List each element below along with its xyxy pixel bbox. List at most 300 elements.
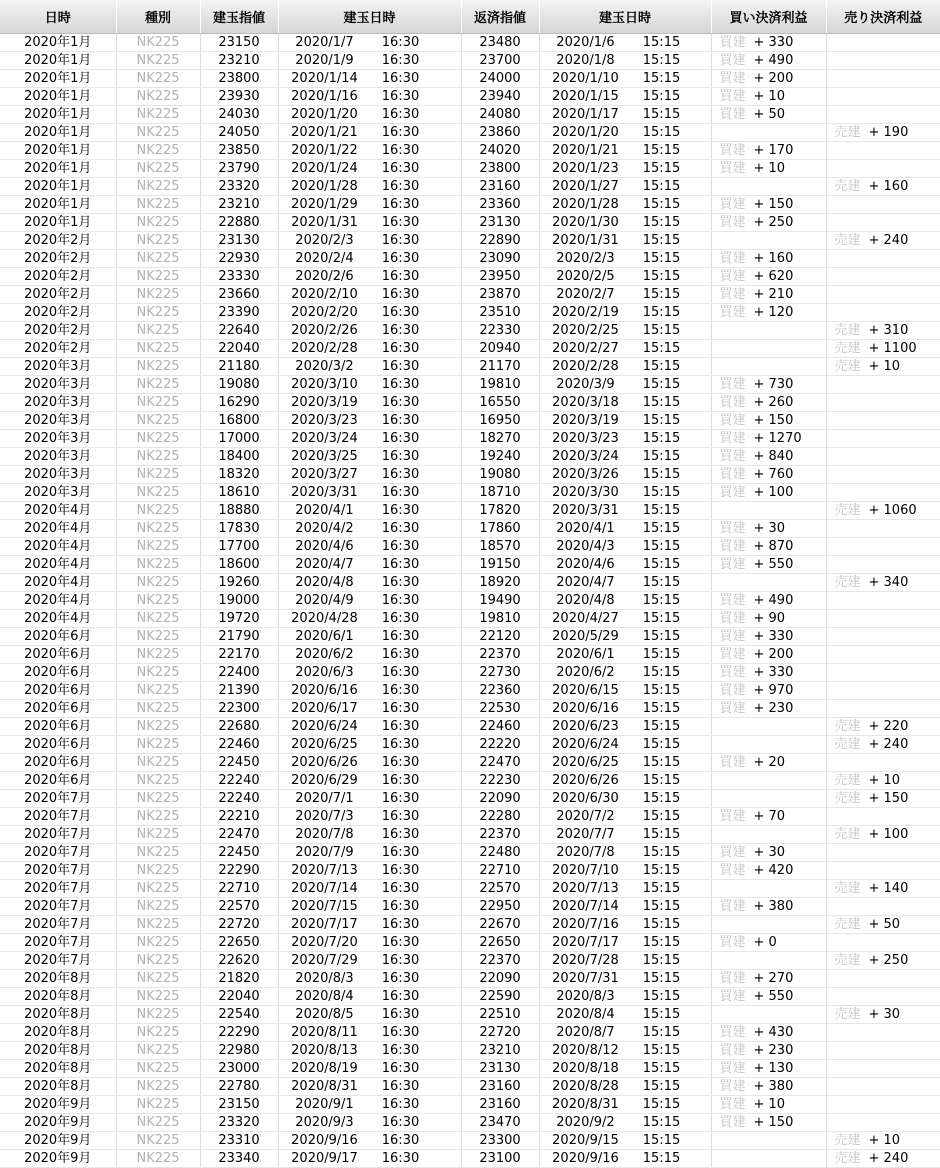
entry-price-cell: 22720 [200, 916, 278, 934]
month-cell: 2020年6月 [0, 700, 116, 718]
type-cell: NK225 [116, 826, 200, 844]
entry-datetime-cell [278, 250, 461, 268]
table-row [0, 160, 940, 178]
entry-date: 2020/3/23 [291, 413, 358, 428]
sell-profit-cell [826, 754, 940, 772]
type-cell: NK225 [116, 484, 200, 502]
month-cell: 2020年6月 [0, 664, 116, 682]
entry-time: 16:30 [381, 71, 420, 86]
exit-date: 2020/6/2 [556, 665, 615, 680]
entry-datetime-cell [278, 106, 461, 124]
table-row [0, 628, 940, 646]
buy-profit-value: + 150 [753, 197, 794, 212]
type-cell: NK225 [116, 376, 200, 394]
exit-time: 15:15 [642, 737, 681, 752]
sell-tag: 売建 [834, 503, 861, 518]
exit-price-cell: 17860 [461, 520, 539, 538]
sell-profit-value: + 240 [868, 737, 909, 752]
entry-time: 16:30 [381, 197, 420, 212]
exit-datetime-cell [539, 808, 711, 826]
exit-datetime-cell [539, 772, 711, 790]
buy-profit-cell [711, 934, 826, 952]
exit-time: 15:15 [642, 233, 681, 248]
entry-date: 2020/7/3 [295, 809, 354, 824]
entry-datetime-cell [278, 898, 461, 916]
entry-date: 2020/7/15 [291, 899, 358, 914]
exit-datetime-cell [539, 484, 711, 502]
month-cell: 2020年3月 [0, 376, 116, 394]
exit-date: 2020/2/7 [556, 287, 615, 302]
sell-profit-value: + 150 [868, 791, 909, 806]
sell-profit-cell [826, 574, 940, 592]
buy-profit-cell [711, 1096, 826, 1114]
entry-datetime-cell [278, 88, 461, 106]
entry-datetime-cell [278, 916, 461, 934]
month-cell: 2020年1月 [0, 196, 116, 214]
table-row [0, 1060, 940, 1078]
buy-tag: 買建 [719, 197, 746, 212]
exit-price-cell: 23210 [461, 1042, 539, 1060]
exit-date: 2020/1/28 [552, 197, 619, 212]
buy-profit-value: + 380 [753, 899, 794, 914]
buy-profit-cell [711, 916, 826, 934]
entry-time: 16:30 [381, 305, 420, 320]
sell-profit-cell [826, 70, 940, 88]
table-row [0, 268, 940, 286]
type-cell: NK225 [116, 214, 200, 232]
exit-datetime-cell [539, 1114, 711, 1132]
buy-profit-cell [711, 610, 826, 628]
entry-date: 2020/7/1 [295, 791, 354, 806]
exit-price-cell: 22720 [461, 1024, 539, 1042]
exit-date: 2020/2/5 [556, 269, 615, 284]
entry-datetime-cell [278, 196, 461, 214]
month-cell: 2020年7月 [0, 880, 116, 898]
month-cell: 2020年6月 [0, 754, 116, 772]
sell-profit-value: + 340 [868, 575, 909, 590]
month-cell: 2020年1月 [0, 106, 116, 124]
sell-profit-value: + 1060 [868, 503, 917, 518]
sell-profit-cell [826, 124, 940, 142]
month-cell: 2020年8月 [0, 1078, 116, 1096]
entry-time: 16:30 [381, 251, 420, 266]
sell-profit-value: + 160 [868, 179, 909, 194]
entry-date: 2020/7/14 [291, 881, 358, 896]
buy-profit-cell [711, 628, 826, 646]
entry-price-cell: 22210 [200, 808, 278, 826]
month-cell: 2020年6月 [0, 682, 116, 700]
entry-price-cell: 22470 [200, 826, 278, 844]
sell-profit-cell [826, 970, 940, 988]
entry-time: 16:30 [381, 143, 420, 158]
entry-datetime-cell [278, 628, 461, 646]
sell-profit-cell [826, 502, 940, 520]
sell-profit-cell [826, 718, 940, 736]
entry-date: 2020/2/6 [295, 269, 354, 284]
entry-datetime-cell [278, 1150, 461, 1168]
sell-profit-cell [826, 1132, 940, 1150]
sell-profit-cell [826, 700, 940, 718]
table-row [0, 412, 940, 430]
buy-profit-cell [711, 160, 826, 178]
buy-profit-cell [711, 484, 826, 502]
table-row [0, 826, 940, 844]
exit-time: 15:15 [642, 701, 681, 716]
buy-profit-value: + 760 [753, 467, 794, 482]
buy-tag: 買建 [719, 449, 746, 464]
exit-date: 2020/1/30 [552, 215, 619, 230]
exit-date: 2020/1/10 [552, 71, 619, 86]
type-cell: NK225 [116, 466, 200, 484]
type-cell: NK225 [116, 268, 200, 286]
exit-datetime-cell [539, 826, 711, 844]
buy-tag: 買建 [719, 1079, 746, 1094]
exit-datetime-cell [539, 574, 711, 592]
exit-time: 15:15 [642, 269, 681, 284]
entry-date: 2020/6/17 [291, 701, 358, 716]
exit-time: 15:15 [642, 503, 681, 518]
buy-profit-value: + 130 [753, 1061, 794, 1076]
buy-profit-cell [711, 682, 826, 700]
entry-date: 2020/1/14 [291, 71, 358, 86]
exit-date: 2020/7/28 [552, 953, 619, 968]
month-cell: 2020年3月 [0, 466, 116, 484]
exit-datetime-cell [539, 250, 711, 268]
entry-time: 16:30 [381, 701, 420, 716]
buy-profit-value: + 10 [753, 161, 786, 176]
buy-tag: 買建 [719, 1061, 746, 1076]
exit-price-cell: 22230 [461, 772, 539, 790]
buy-profit-value: + 1270 [753, 431, 802, 446]
buy-tag: 買建 [719, 269, 746, 284]
entry-date: 2020/1/9 [295, 53, 354, 68]
sell-profit-cell [826, 34, 940, 52]
entry-time: 16:30 [381, 953, 420, 968]
type-cell: NK225 [116, 340, 200, 358]
sell-tag: 売建 [834, 1007, 861, 1022]
entry-datetime-cell [278, 844, 461, 862]
exit-time: 15:15 [642, 971, 681, 986]
entry-datetime-cell [278, 1132, 461, 1150]
sell-profit-cell [826, 358, 940, 376]
table-row [0, 844, 940, 862]
entry-price-cell: 17700 [200, 538, 278, 556]
buy-profit-cell [711, 664, 826, 682]
entry-time: 16:30 [381, 1025, 420, 1040]
table-row [0, 304, 940, 322]
entry-date: 2020/6/26 [291, 755, 358, 770]
type-cell: NK225 [116, 520, 200, 538]
entry-time: 16:30 [381, 845, 420, 860]
exit-date: 2020/9/16 [552, 1151, 619, 1166]
table-body [0, 34, 940, 1168]
entry-datetime-cell [278, 736, 461, 754]
exit-price-cell: 22470 [461, 754, 539, 772]
exit-date: 2020/3/24 [552, 449, 619, 464]
table-row [0, 682, 940, 700]
entry-date: 2020/7/9 [295, 845, 354, 860]
entry-date: 2020/6/29 [291, 773, 358, 788]
type-cell: NK225 [116, 988, 200, 1006]
exit-time: 15:15 [642, 773, 681, 788]
exit-date: 2020/7/31 [552, 971, 619, 986]
type-cell: NK225 [116, 628, 200, 646]
entry-price-cell: 17000 [200, 430, 278, 448]
buy-profit-cell [711, 880, 826, 898]
type-cell: NK225 [116, 952, 200, 970]
buy-profit-value: + 250 [753, 215, 794, 230]
buy-profit-cell [711, 142, 826, 160]
type-cell: NK225 [116, 700, 200, 718]
exit-price-cell: 23860 [461, 124, 539, 142]
sell-profit-cell [826, 610, 940, 628]
exit-time: 15:15 [642, 935, 681, 950]
exit-time: 15:15 [642, 431, 681, 446]
entry-price-cell: 23000 [200, 1060, 278, 1078]
buy-profit-value: + 330 [753, 35, 794, 50]
month-cell: 2020年7月 [0, 808, 116, 826]
buy-profit-cell [711, 196, 826, 214]
sell-profit-cell [826, 412, 940, 430]
buy-tag: 買建 [719, 1097, 746, 1112]
month-cell: 2020年4月 [0, 610, 116, 628]
type-cell: NK225 [116, 1132, 200, 1150]
exit-time: 15:15 [642, 107, 681, 122]
entry-date: 2020/6/2 [295, 647, 354, 662]
buy-profit-cell [711, 178, 826, 196]
exit-price-cell: 22330 [461, 322, 539, 340]
buy-profit-cell [711, 34, 826, 52]
table-row [0, 178, 940, 196]
table-row [0, 754, 940, 772]
entry-time: 16:30 [381, 485, 420, 500]
type-cell: NK225 [116, 196, 200, 214]
entry-datetime-cell [278, 808, 461, 826]
exit-price-cell: 23700 [461, 52, 539, 70]
table-row [0, 610, 940, 628]
entry-time: 16:30 [381, 935, 420, 950]
entry-time: 16:30 [381, 1151, 420, 1166]
buy-tag: 買建 [719, 521, 746, 536]
exit-datetime-cell [539, 1042, 711, 1060]
exit-datetime-cell [539, 466, 711, 484]
buy-profit-cell [711, 898, 826, 916]
sell-tag: 売建 [834, 1133, 861, 1148]
entry-price-cell: 23800 [200, 70, 278, 88]
buy-profit-value: + 550 [753, 989, 794, 1004]
buy-tag: 買建 [719, 71, 746, 86]
exit-time: 15:15 [642, 1061, 681, 1076]
entry-time: 16:30 [381, 431, 420, 446]
type-cell: NK225 [116, 538, 200, 556]
entry-date: 2020/3/2 [295, 359, 354, 374]
buy-profit-cell [711, 214, 826, 232]
exit-price-cell: 22890 [461, 232, 539, 250]
entry-time: 16:30 [381, 233, 420, 248]
month-cell: 2020年6月 [0, 718, 116, 736]
entry-datetime-cell [278, 556, 461, 574]
month-cell: 2020年8月 [0, 1024, 116, 1042]
buy-tag: 買建 [719, 485, 746, 500]
exit-price-cell: 23360 [461, 196, 539, 214]
entry-time: 16:30 [381, 287, 420, 302]
buy-profit-value: + 30 [753, 845, 786, 860]
sell-profit-cell [826, 556, 940, 574]
buy-profit-value: + 10 [753, 89, 786, 104]
exit-datetime-cell [539, 610, 711, 628]
entry-date: 2020/1/22 [291, 143, 358, 158]
exit-date: 2020/7/8 [556, 845, 615, 860]
exit-price-cell: 22090 [461, 970, 539, 988]
buy-profit-cell [711, 340, 826, 358]
buy-profit-value: + 490 [753, 53, 794, 68]
exit-price-cell: 23090 [461, 250, 539, 268]
table-row [0, 934, 940, 952]
sell-tag: 売建 [834, 791, 861, 806]
sell-tag: 売建 [834, 719, 861, 734]
entry-time: 16:30 [381, 395, 420, 410]
table-row [0, 880, 940, 898]
exit-datetime-cell [539, 754, 711, 772]
table-row [0, 664, 940, 682]
entry-date: 2020/4/1 [295, 503, 354, 518]
exit-price-cell: 19080 [461, 466, 539, 484]
exit-date: 2020/3/23 [552, 431, 619, 446]
exit-price-cell: 22460 [461, 718, 539, 736]
exit-date: 2020/7/13 [552, 881, 619, 896]
month-cell: 2020年6月 [0, 646, 116, 664]
buy-profit-value: + 210 [753, 287, 794, 302]
entry-datetime-cell [278, 322, 461, 340]
exit-price-cell: 23470 [461, 1114, 539, 1132]
entry-price-cell: 22240 [200, 772, 278, 790]
buy-profit-cell [711, 124, 826, 142]
entry-price-cell: 24030 [200, 106, 278, 124]
exit-price-cell: 17820 [461, 502, 539, 520]
exit-datetime-cell [539, 1132, 711, 1150]
entry-datetime-cell [278, 214, 461, 232]
exit-datetime-cell [539, 628, 711, 646]
col-header-sell-profit: 売り決済利益 [826, 0, 940, 34]
entry-price-cell: 23790 [200, 160, 278, 178]
table-row [0, 772, 940, 790]
exit-price-cell: 22650 [461, 934, 539, 952]
exit-datetime-cell [539, 412, 711, 430]
entry-time: 16:30 [381, 665, 420, 680]
exit-date: 2020/1/6 [556, 35, 615, 50]
entry-date: 2020/6/16 [291, 683, 358, 698]
entry-datetime-cell [278, 448, 461, 466]
exit-date: 2020/2/28 [552, 359, 619, 374]
buy-profit-value: + 620 [753, 269, 794, 284]
buy-tag: 買建 [719, 809, 746, 824]
sell-profit-cell [826, 628, 940, 646]
entry-datetime-cell [278, 646, 461, 664]
month-cell: 2020年1月 [0, 160, 116, 178]
exit-price-cell: 23510 [461, 304, 539, 322]
exit-date: 2020/4/1 [556, 521, 615, 536]
exit-time: 15:15 [642, 125, 681, 140]
entry-time: 16:30 [381, 503, 420, 518]
table-row [0, 574, 940, 592]
entry-date: 2020/4/8 [295, 575, 354, 590]
buy-tag: 買建 [719, 377, 746, 392]
sell-profit-cell [826, 376, 940, 394]
type-cell: NK225 [116, 1150, 200, 1168]
entry-price-cell: 22780 [200, 1078, 278, 1096]
buy-profit-value: + 380 [753, 1079, 794, 1094]
exit-datetime-cell [539, 556, 711, 574]
entry-datetime-cell [278, 430, 461, 448]
exit-price-cell: 18710 [461, 484, 539, 502]
buy-profit-cell [711, 1042, 826, 1060]
buy-profit-cell [711, 862, 826, 880]
buy-profit-cell [711, 736, 826, 754]
entry-date: 2020/6/24 [291, 719, 358, 734]
entry-time: 16:30 [381, 719, 420, 734]
buy-profit-cell [711, 430, 826, 448]
entry-price-cell: 22240 [200, 790, 278, 808]
entry-price-cell: 16290 [200, 394, 278, 412]
buy-profit-cell [711, 502, 826, 520]
entry-date: 2020/3/25 [291, 449, 358, 464]
month-cell: 2020年8月 [0, 1042, 116, 1060]
entry-datetime-cell [278, 1024, 461, 1042]
buy-profit-cell [711, 394, 826, 412]
entry-price-cell: 23390 [200, 304, 278, 322]
exit-datetime-cell [539, 970, 711, 988]
month-cell: 2020年7月 [0, 898, 116, 916]
exit-datetime-cell [539, 1150, 711, 1168]
exit-time: 15:15 [642, 377, 681, 392]
month-cell: 2020年2月 [0, 340, 116, 358]
sell-profit-value: + 50 [868, 917, 901, 932]
exit-price-cell: 24020 [461, 142, 539, 160]
type-cell: NK225 [116, 502, 200, 520]
type-cell: NK225 [116, 1024, 200, 1042]
buy-profit-cell [711, 250, 826, 268]
entry-price-cell: 22680 [200, 718, 278, 736]
exit-price-cell: 19810 [461, 376, 539, 394]
type-cell: NK225 [116, 142, 200, 160]
entry-price-cell: 21390 [200, 682, 278, 700]
buy-tag: 買建 [719, 35, 746, 50]
exit-datetime-cell [539, 160, 711, 178]
exit-datetime-cell [539, 430, 711, 448]
entry-date: 2020/2/20 [291, 305, 358, 320]
entry-price-cell: 19000 [200, 592, 278, 610]
exit-date: 2020/2/27 [552, 341, 619, 356]
table-row [0, 736, 940, 754]
entry-time: 16:30 [381, 1115, 420, 1130]
entry-time: 16:30 [381, 773, 420, 788]
exit-time: 15:15 [642, 485, 681, 500]
buy-tag: 買建 [719, 1115, 746, 1130]
entry-datetime-cell [278, 988, 461, 1006]
month-cell: 2020年2月 [0, 250, 116, 268]
table-row [0, 1132, 940, 1150]
entry-time: 16:30 [381, 683, 420, 698]
type-cell: NK225 [116, 880, 200, 898]
exit-date: 2020/4/6 [556, 557, 615, 572]
exit-date: 2020/1/17 [552, 107, 619, 122]
entry-date: 2020/9/17 [291, 1151, 358, 1166]
entry-datetime-cell [278, 70, 461, 88]
entry-price-cell: 23150 [200, 1096, 278, 1114]
month-cell: 2020年8月 [0, 1060, 116, 1078]
sell-profit-cell [826, 538, 940, 556]
type-cell: NK225 [116, 304, 200, 322]
